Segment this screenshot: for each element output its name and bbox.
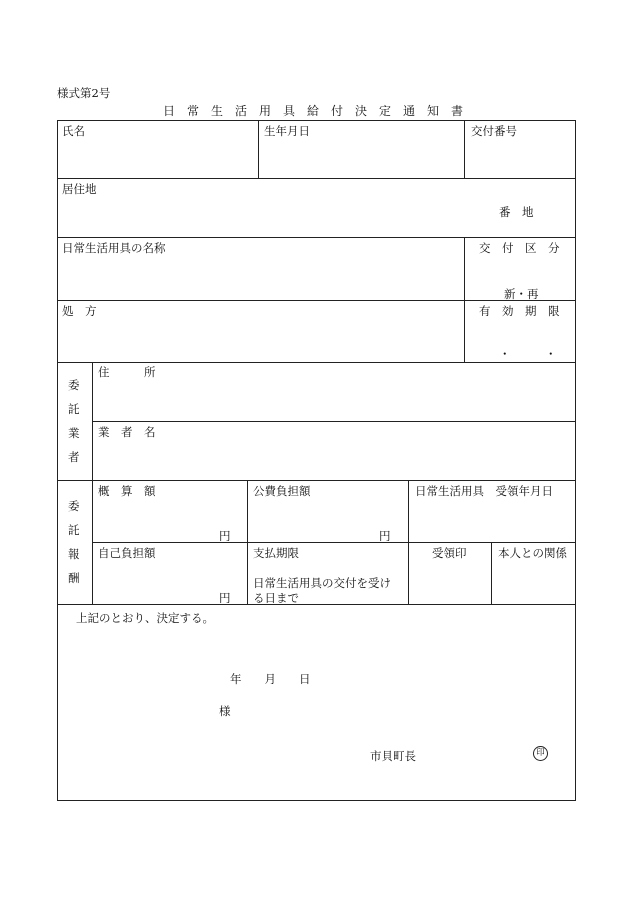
item-name-label: 日常生活用具の名称 <box>62 241 166 255</box>
form-table <box>57 120 576 801</box>
row-divider <box>57 237 576 238</box>
col-divider <box>258 120 259 178</box>
row-divider <box>57 604 576 605</box>
public-burden-label: 公費負担額 <box>253 484 311 498</box>
col-divider <box>491 542 492 604</box>
side-char: 託 <box>68 523 80 537</box>
address-label: 居住地 <box>62 182 97 196</box>
row-divider <box>57 480 576 481</box>
estimated-amount-label: 概 算 額 <box>98 484 156 498</box>
side-char: 酬 <box>68 571 80 585</box>
payment-deadline-label: 支払期限 <box>253 546 299 560</box>
new-or-renew-label: 新・再 <box>504 287 539 301</box>
side-char: 委 <box>68 499 80 513</box>
contractor-name-label: 業 者 名 <box>98 425 156 439</box>
date-line: 年 月 日 <box>230 672 311 686</box>
prescription-label: 処 方 <box>62 304 97 318</box>
col-divider <box>464 237 465 362</box>
col-divider <box>408 480 409 604</box>
public-burden-yen: 円 <box>379 529 391 543</box>
row-divider <box>92 421 576 422</box>
page-title: 日 常 生 活 用 具 給 付 決 定 通 知 書 <box>163 104 464 118</box>
side-char: 託 <box>68 402 80 416</box>
col-divider <box>247 480 248 604</box>
validity-period-label: 有 効 期 限 <box>479 304 560 318</box>
delivery-number-label: 交付番号 <box>471 124 517 138</box>
contractor-side-label <box>68 373 80 469</box>
recipient-honorific: 様 <box>219 704 231 718</box>
form-number: 様式第2号 <box>57 86 111 100</box>
receipt-date-label: 日常生活用具 受領年月日 <box>415 484 553 498</box>
fee-side-label <box>68 494 80 590</box>
row-divider <box>92 542 576 543</box>
statement-text: 上記のとおり、決定する。 <box>76 611 214 625</box>
banchi-label: 番 地 <box>499 205 534 219</box>
name-label: 氏名 <box>62 124 85 138</box>
row-divider <box>57 178 576 179</box>
side-char: 業 <box>68 426 80 440</box>
seal-mark: 印 <box>533 746 548 761</box>
row-divider <box>57 300 576 301</box>
mayor-label: 市貝町長 <box>370 749 416 763</box>
estimated-amount-yen: 円 <box>219 529 231 543</box>
col-divider <box>92 362 93 604</box>
self-burden-yen: 円 <box>219 591 231 605</box>
payment-deadline-text: 日常生活用具の交付を受け <box>253 576 391 590</box>
contractor-address-label: 住 所 <box>98 365 156 379</box>
receipt-seal-label: 受領印 <box>432 546 467 560</box>
self-burden-label: 自己負担額 <box>98 546 156 560</box>
side-char: 委 <box>68 378 80 392</box>
payment-deadline-text: る日まで <box>253 591 299 605</box>
delivery-category-label: 交 付 区 分 <box>479 241 560 255</box>
side-char: 報 <box>68 547 80 561</box>
birthdate-label: 生年月日 <box>264 124 310 138</box>
validity-period-dots: ・ ・ <box>499 347 557 361</box>
row-divider <box>57 362 576 363</box>
col-divider <box>464 120 465 178</box>
relationship-label: 本人との関係 <box>498 546 567 560</box>
side-char: 者 <box>68 450 80 464</box>
